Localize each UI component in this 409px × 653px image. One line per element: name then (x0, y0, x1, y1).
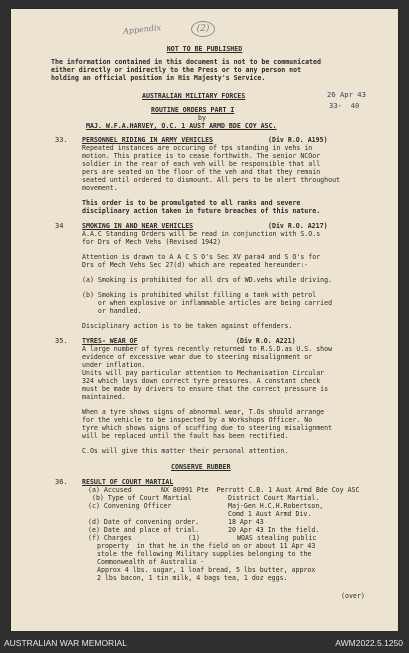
order-35-body-1: A large number of tyres recently returned to R.S.D.as U.S. show (82, 345, 333, 353)
court-martial-label-f: (f) Charges (88, 534, 132, 542)
order-35-ref: (Div R.O. A221) (236, 337, 296, 345)
order-35-body-2: evidence of excessive wear due to steering misalignment or (82, 353, 313, 361)
order-35-title: TYRES- WEAR OF (82, 337, 138, 345)
archive-footer (0, 631, 409, 653)
order-34-closing: Disciplinary action is to be taken against offenders. (82, 322, 293, 330)
not-published-heading: NOT TO BE PUBLISHED (166, 45, 243, 53)
court-martial-label-c: (c) Convening Officer (88, 502, 172, 510)
court-martial-label-a: (a) Accused (88, 486, 132, 494)
court-martial-value-f: WOAS stealing public (237, 534, 317, 542)
charge-number: (1) (188, 534, 200, 542)
order-33-body-2: motion. This pratice is to cease forthwith. The senior NCOor (82, 152, 321, 160)
order-33-body-3: soldier in the rear of each veh will be responsible that all (82, 160, 321, 168)
orders-title: ROUTINE ORDERS PART I (151, 106, 235, 114)
order-35-body-5: 324 which lays down correct tyre pressures. A constant check (82, 377, 321, 385)
order-34-attention-2: Drs of Mech Vehs Sec 27(d) which are repeated hereunder:- (82, 261, 309, 269)
court-martial-value-d: 18 Apr 43 (228, 518, 264, 526)
order-34-item-b-2: or when explosive or inflammable articles are being carried (82, 299, 333, 307)
order-33-body-5: seated until ordered to dismount. All pers to be alert throughout (82, 176, 341, 184)
order-34-intro-2: for Drs of Mech Vehs (Revised 1942) (82, 238, 221, 246)
security-notice-line-2: either directly or indirectly to the Press or to any person not (51, 66, 302, 74)
order-35-body2-4: will be replaced until the fault has been rectified. (82, 432, 289, 440)
order-34-title: SMOKING IN AND NEAR VEHICLES (82, 222, 194, 230)
order-33-body-1: Repeated instances are occuring of tps standing in vehs in (82, 144, 313, 152)
order-35-body2-2: for the vehicle to be inspected by a Workshops Officer. No (82, 416, 313, 424)
order-35-body2-3: tyre which shows signs of scuffing due to steering misalignment (82, 424, 333, 432)
order-range-stamp: 33- 40 (329, 101, 360, 110)
order-33-body-6: movement. (82, 184, 118, 192)
document-page (11, 9, 398, 631)
order-33-body2-1: This order is to be promulgated to all ranks and severe (82, 199, 301, 207)
over-marker: (over) (341, 592, 365, 600)
order-35-body-7: maintained. (82, 393, 126, 401)
court-martial-value-a: NX 80991 Pte Perrott C.B. 1 Aust Armd Bde Coy ASC (161, 486, 360, 494)
order-34-number: 34 (55, 222, 64, 230)
court-martial-value-c2: Comd 1 Aust Armd Div. (228, 510, 312, 518)
order-36-number: 36. (55, 478, 68, 486)
order-35-number: 35. (55, 337, 68, 345)
circled-mark-text: (2) (196, 24, 210, 34)
order-33-body-4: pers are seated on the floor of the veh and that they remain (82, 168, 321, 176)
by-line: by (198, 114, 206, 122)
order-35-body2-1: When a tyre shows signs of abnormal wear, T.Os should arrange (82, 408, 325, 416)
order-34-item-b-1: (b) Smoking is prohibited whilst filling a tank with petrol (82, 291, 317, 299)
court-martial-label-d: (d) Date of convening order. (88, 518, 200, 526)
charge-text-3: Commonwealth of Australia - (97, 558, 205, 566)
order-36-title: RESULT OF COURT MARTIAL (82, 478, 174, 486)
court-martial-value-e: 20 Apr 43 In the field. (228, 526, 320, 534)
court-martial-value-c: Maj-Gen H.C.H.Robertson, (228, 502, 324, 510)
order-33-body2-2: disciplinary action taken in future breaches of this nature. (82, 207, 321, 215)
charge-text-4: Approx 4 lbs. sugar, 1 loaf bread, 5 lbs butter, approx (97, 566, 316, 574)
date-stamp: 26 Apr 43 (327, 90, 366, 99)
footer-accession-id: AWM2022.5.1250 (335, 638, 403, 648)
order-34-item-a: (a) Smoking is prohibited for all drs of WD.vehs while driving. (82, 276, 333, 284)
order-35-closing: C.Os will give this matter their personal attention. (82, 447, 289, 455)
order-34-intro-1: A.A.C Standing Orders will be read in conjunction with S.O.s (82, 230, 321, 238)
conserve-rubber-heading: CONSERVE RUBBER (171, 463, 231, 471)
order-33-ref: (Div R.O. A195) (268, 136, 328, 144)
security-notice-line-3: holding an official position in His Majesty's Service. (51, 74, 266, 82)
order-33-number: 33. (55, 136, 68, 144)
force-heading: AUSTRALIAN MILITARY FORCES (142, 92, 246, 100)
charge-text-2: stole the following Military supplies belonging to the (97, 550, 312, 558)
court-martial-label-e: (e) Date and place of trial. (88, 526, 200, 534)
handwritten-circled-mark (191, 21, 215, 37)
order-35-body-4: Units will pay particular attention to Mechanisation Circular (82, 369, 325, 377)
charge-text-1: property in that he in the field on or about 11 Apr 43 (97, 542, 316, 550)
order-34-item-b-3: or handled. (82, 307, 142, 315)
order-34-ref: (Div R.O. A217) (268, 222, 328, 230)
footer-institution: AUSTRALIAN WAR MEMORIAL (4, 638, 127, 648)
order-33-title: PERSONNEL RIDING IN ARMY VEHICLES (82, 136, 214, 144)
handwritten-scribble: Appendix (122, 23, 162, 36)
court-martial-label-b: (b) Type of Court Martial (88, 494, 192, 502)
charge-text-5: 2 lbs bacon, 1 tin milk, 4 bags tea, 1 doz eggs. (97, 574, 288, 582)
order-35-body-6: must be made by drivers to ensure that the correct pressure is (82, 385, 329, 393)
security-notice-line-1: The information contained in this document is not to be communicated (51, 58, 321, 66)
order-35-body-3: under inflation. (82, 361, 146, 369)
issuer-line: MAJ. W.F.A.HARVEY, O.C. 1 AUST ARMD BDE COY ASC. (86, 122, 277, 130)
court-martial-value-b: District Court Martial. (228, 494, 320, 502)
order-34-attention-1: Attention is drawn to A A C S O's Sec XV para4 and S O's for (82, 253, 321, 261)
